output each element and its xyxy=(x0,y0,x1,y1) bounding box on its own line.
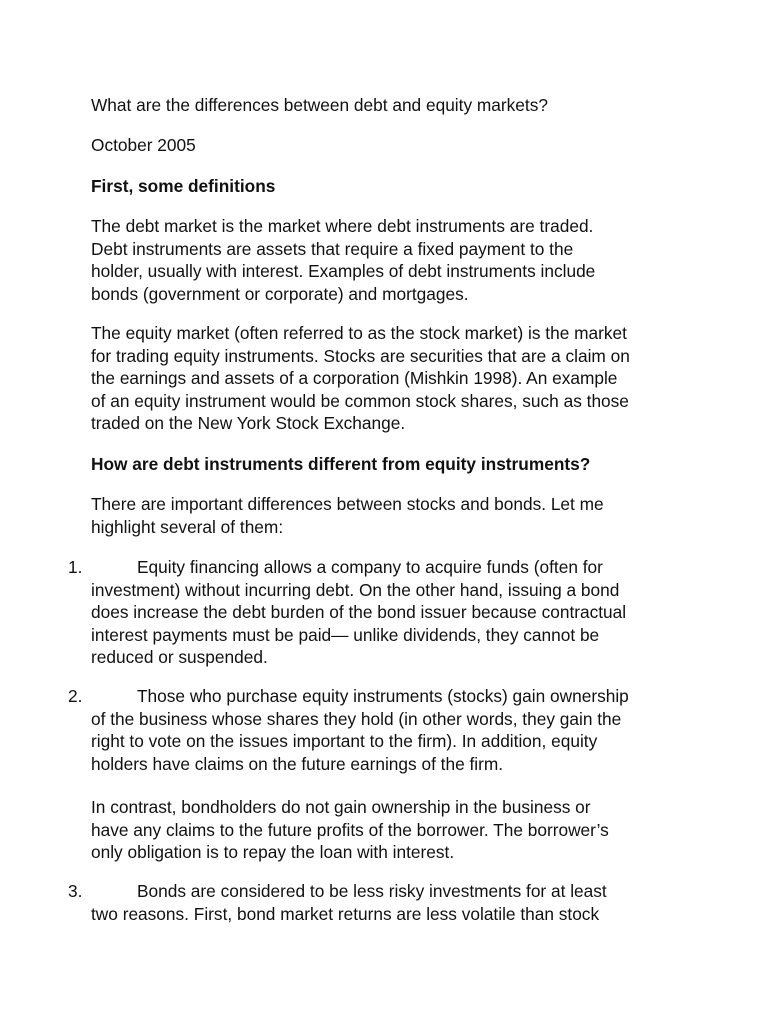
text-line: reduced or suspended. xyxy=(91,647,268,668)
text-line: of the business whose shares they hold (in other words, they gain the xyxy=(91,708,622,729)
document-title: What are the differences between debt and equity markets? xyxy=(91,95,548,115)
section-heading-differences: How are debt instruments different from equity instruments? xyxy=(91,454,591,474)
list-item-number: 2. xyxy=(68,686,83,706)
text-line: highlight several of them: xyxy=(91,516,284,537)
text-line: for trading equity instruments. Stocks are securities that are a claim on xyxy=(91,345,630,366)
text-line: have any claims to the future profits of the borrower. The borrower’s xyxy=(91,819,609,840)
list-item-1 xyxy=(91,556,711,669)
text-line: interest payments must be paid— unlike dividends, they cannot be xyxy=(91,624,600,645)
document-date: October 2005 xyxy=(91,135,196,155)
text-line: Equity financing allows a company to acquire funds (often for xyxy=(137,557,603,577)
text-line: The equity market (often referred to as the stock market) is the market xyxy=(91,323,627,343)
text-line: holder, usually with interest. Examples of debt instruments include xyxy=(91,261,596,282)
text-line: only obligation is to repay the loan with interest. xyxy=(91,842,455,863)
list-item-number: 3. xyxy=(68,881,83,901)
list-item-number: 1. xyxy=(68,557,83,577)
text-line: does increase the debt burden of the bond issuer because contractual xyxy=(91,602,627,623)
text-line: traded on the New York Stock Exchange. xyxy=(91,413,406,434)
text-line: Those who purchase equity instruments (stocks) gain ownership xyxy=(137,686,629,706)
text-line: Debt instruments are assets that require a fixed payment to the xyxy=(91,238,574,259)
paragraph-equity-market xyxy=(91,322,711,435)
section-heading-definitions: First, some definitions xyxy=(91,176,276,196)
text-line: In contrast, bondholders do not gain ownership in the business or xyxy=(91,797,591,817)
text-line: holders have claims on the future earnings of the firm. xyxy=(91,753,504,774)
text-line: right to vote on the issues important to the firm). In addition, equity xyxy=(91,731,598,752)
list-item-2 xyxy=(91,685,711,775)
text-line: The debt market is the market where debt instruments are traded. xyxy=(91,216,594,236)
list-item-2-continuation xyxy=(91,796,711,864)
text-line: of an equity instrument would be common stock shares, such as those xyxy=(91,390,629,411)
paragraph-debt-market xyxy=(91,215,711,305)
text-line: Bonds are considered to be less risky investments for at least xyxy=(137,881,607,901)
list-item-3 xyxy=(91,880,711,925)
text-line: investment) without incurring debt. On the other hand, issuing a bond xyxy=(91,579,620,600)
text-line: There are important differences between stocks and bonds. Let me xyxy=(91,494,604,514)
text-line: two reasons. First, bond market returns are less volatile than stock xyxy=(91,903,600,924)
text-line: bonds (government or corporate) and mortgages. xyxy=(91,283,469,304)
text-line: the earnings and assets of a corporation (Mishkin 1998). An example xyxy=(91,368,618,389)
paragraph-intro-differences xyxy=(91,493,711,538)
